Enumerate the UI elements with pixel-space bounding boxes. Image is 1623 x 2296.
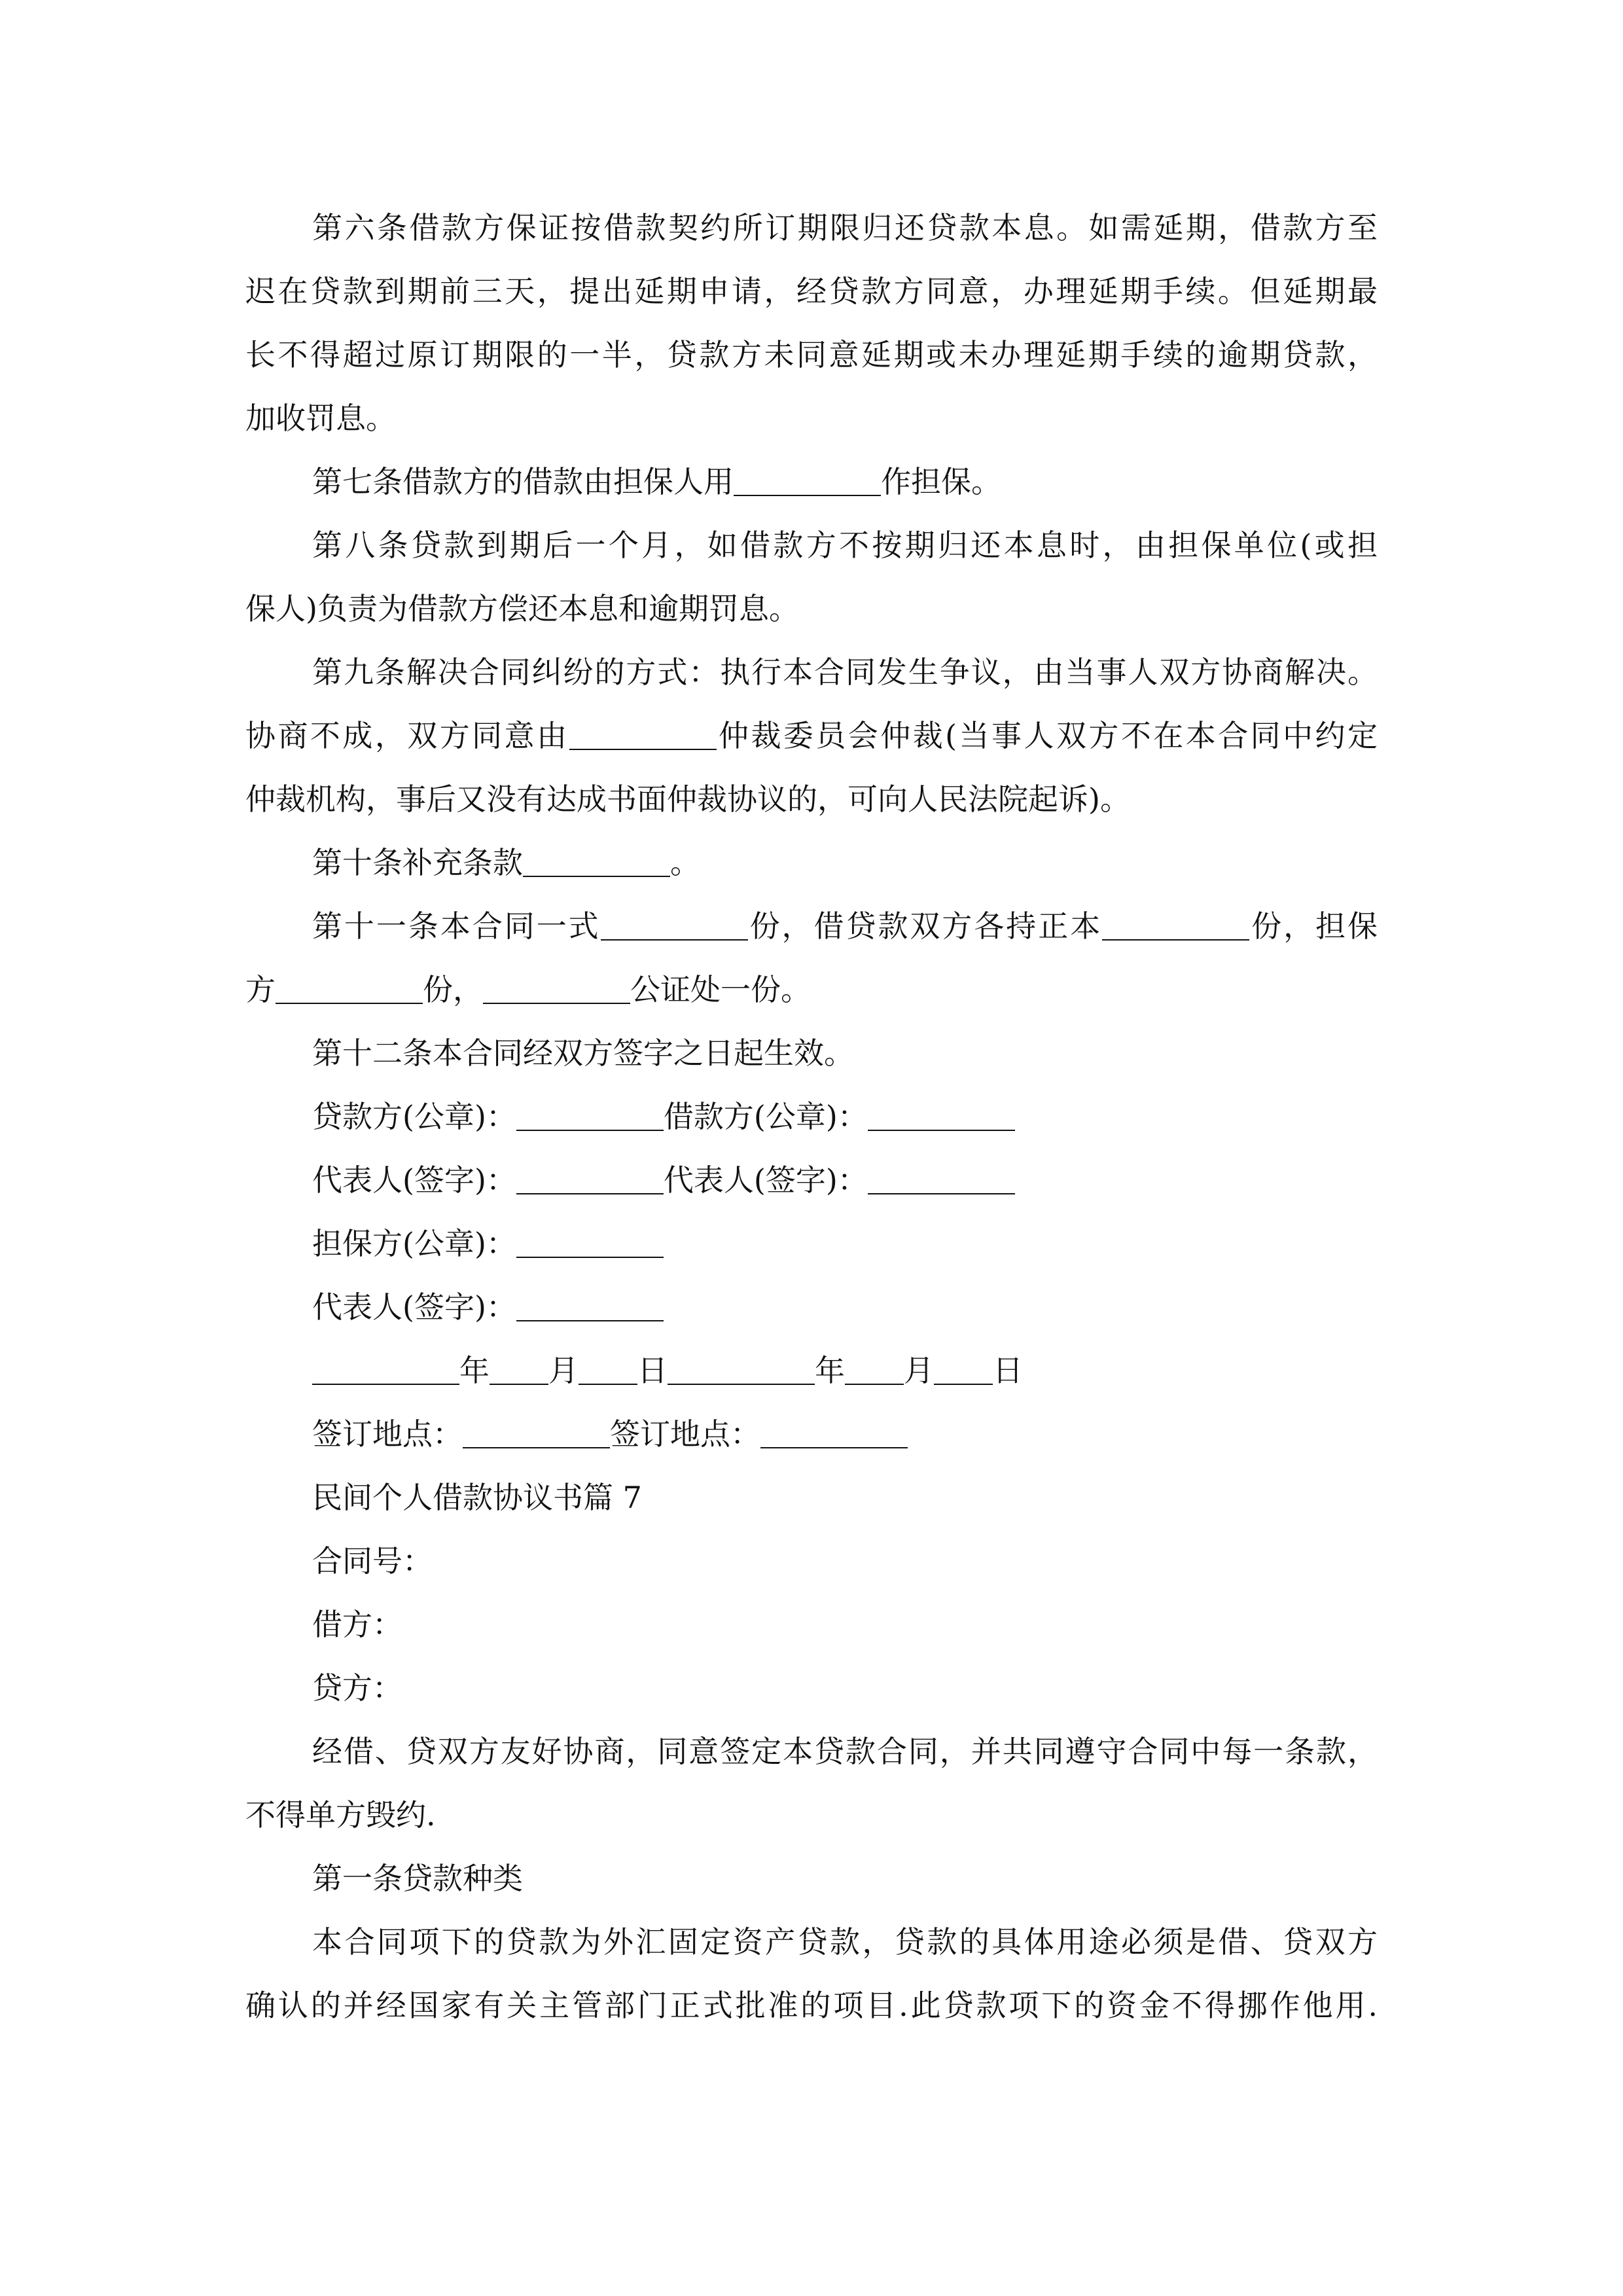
year1-blank[interactable] (312, 1352, 459, 1384)
borrower-seal-blank[interactable] (868, 1098, 1015, 1130)
art11-text-b: 份，借贷款双方各持正本 (747, 908, 1103, 944)
art9-text-b: 仲裁委员会仲裁(当事人双方不在本合同中约定 (716, 718, 1378, 753)
month2-blank[interactable] (845, 1352, 904, 1384)
art9-line1: 第九条解决合同纠纷的方式：执行本合同发生争议，由当事人双方协商解决。 (312, 655, 1378, 690)
year1-label: 年 (459, 1353, 490, 1388)
month1-label: 月 (548, 1353, 579, 1388)
month1-blank[interactable] (490, 1352, 548, 1384)
place1-blank[interactable] (463, 1415, 610, 1448)
art11-text-a: 第十一条本合同一式 (312, 908, 601, 944)
rep3-label: 代表人(签字)： (312, 1289, 516, 1325)
rep1-blank[interactable] (516, 1161, 664, 1194)
month2-label: 月 (904, 1353, 934, 1388)
rep1-label: 代表人(签字)： (312, 1162, 516, 1198)
art9-line2 (245, 704, 1378, 768)
lender-seal-label: 贷款方(公章)： (312, 1099, 516, 1134)
borrower-seal-label: 借款方(公章)： (663, 1099, 868, 1134)
art11-blank-originals[interactable] (1102, 907, 1249, 940)
art11-blank-copies[interactable] (601, 907, 748, 940)
art11-blank-guarantor[interactable] (276, 971, 423, 1003)
sign-row-seal (245, 1085, 1378, 1149)
art11-line1 (245, 895, 1378, 958)
place1-label: 签订地点： (312, 1416, 463, 1452)
art11-text-e: 份， (423, 972, 483, 1007)
guarantor-seal-label: 担保方(公章)： (312, 1226, 516, 1261)
art6-line1: 第六条借款方保证按借款契约所订期限归还贷款本息。如需延期，借款方至 (312, 210, 1378, 245)
art10 (245, 831, 1378, 895)
art7 (245, 450, 1378, 514)
art10-blank[interactable] (523, 844, 670, 876)
art11-text-c: 份，担保 (1249, 908, 1378, 944)
art7-text-b: 作担保。 (881, 464, 1001, 499)
art7-text-a: 第七条借款方的借款由担保人用 (312, 464, 734, 499)
intro-line1: 经借、贷双方友好协商，同意签定本贷款合同，并共同遵守合同中每一条款， (312, 1734, 1378, 1769)
art10-text-b: 。 (670, 845, 700, 880)
day1-label: 日 (637, 1353, 668, 1388)
art8-line1: 第八条贷款到期后一个月，如借款方不按期归还本息时，由担保单位(或担 (312, 528, 1378, 563)
document-body (245, 196, 1378, 2037)
art9-line3: 仲裁机构，事后又没有达成书面仲裁协议的，可向人民法院起诉)。 (245, 781, 1130, 817)
day2-label: 日 (993, 1353, 1023, 1388)
place2-label: 签订地点： (610, 1416, 760, 1452)
art11-line2 (245, 958, 1378, 1022)
art6-line3: 长不得超过原订期限的一半，贷款方未同意延期或未办理延期手续的逾期贷款， (245, 337, 1378, 372)
section-title: 民间个人借款协议书篇 7 (312, 1480, 642, 1515)
art6-line4: 加收罚息。 (245, 401, 396, 436)
art6-line2: 迟在贷款到期前三天，提出延期申请，经贷款方同意，办理延期手续。但延期最 (245, 274, 1378, 309)
rep2-label: 代表人(签字)： (663, 1162, 868, 1198)
art10-text-a: 第十条补充条款 (312, 845, 523, 880)
sign-row-rep3 (245, 1276, 1378, 1339)
rep3-blank[interactable] (516, 1288, 664, 1321)
contract-number-label: 合同号： (312, 1543, 433, 1579)
art1-line1: 本合同项下的贷款为外汇固定资产贷款，贷款的具体用途必须是借、贷双方 (312, 1924, 1378, 1960)
art11-blank-notary[interactable] (483, 971, 630, 1003)
lender-seal-blank[interactable] (516, 1098, 664, 1130)
art1-title: 第一条贷款种类 (312, 1861, 523, 1896)
intro-line2: 不得单方毁约. (245, 1797, 436, 1833)
place2-blank[interactable] (760, 1415, 908, 1448)
art9-blank[interactable] (569, 717, 717, 749)
lender-label: 贷方： (312, 1670, 402, 1706)
year2-label: 年 (815, 1353, 845, 1388)
rep2-blank[interactable] (868, 1161, 1015, 1194)
year2-blank[interactable] (668, 1352, 815, 1384)
borrower-label: 借方： (312, 1607, 402, 1642)
art9-text-a: 协商不成，双方同意由 (245, 718, 569, 753)
art8-line2: 保人)负责为借款方偿还本息和逾期罚息。 (245, 591, 799, 626)
day2-blank[interactable] (934, 1352, 993, 1384)
day1-blank[interactable] (579, 1352, 637, 1384)
art7-blank[interactable] (734, 463, 881, 495)
place-row (245, 1403, 1378, 1466)
art11-text-f: 公证处一份。 (630, 972, 811, 1007)
date-row (245, 1339, 1378, 1403)
sign-row-rep (245, 1149, 1378, 1212)
art11-text-d: 方 (245, 972, 276, 1007)
guarantor-seal-blank[interactable] (516, 1225, 664, 1257)
art1-line2: 确认的并经国家有关主管部门正式批准的项目.此贷款项下的资金不得挪作他用. (245, 1988, 1378, 2023)
sign-row-guarantor (245, 1212, 1378, 1276)
art12: 第十二条本合同经双方签字之日起生效。 (312, 1035, 854, 1071)
